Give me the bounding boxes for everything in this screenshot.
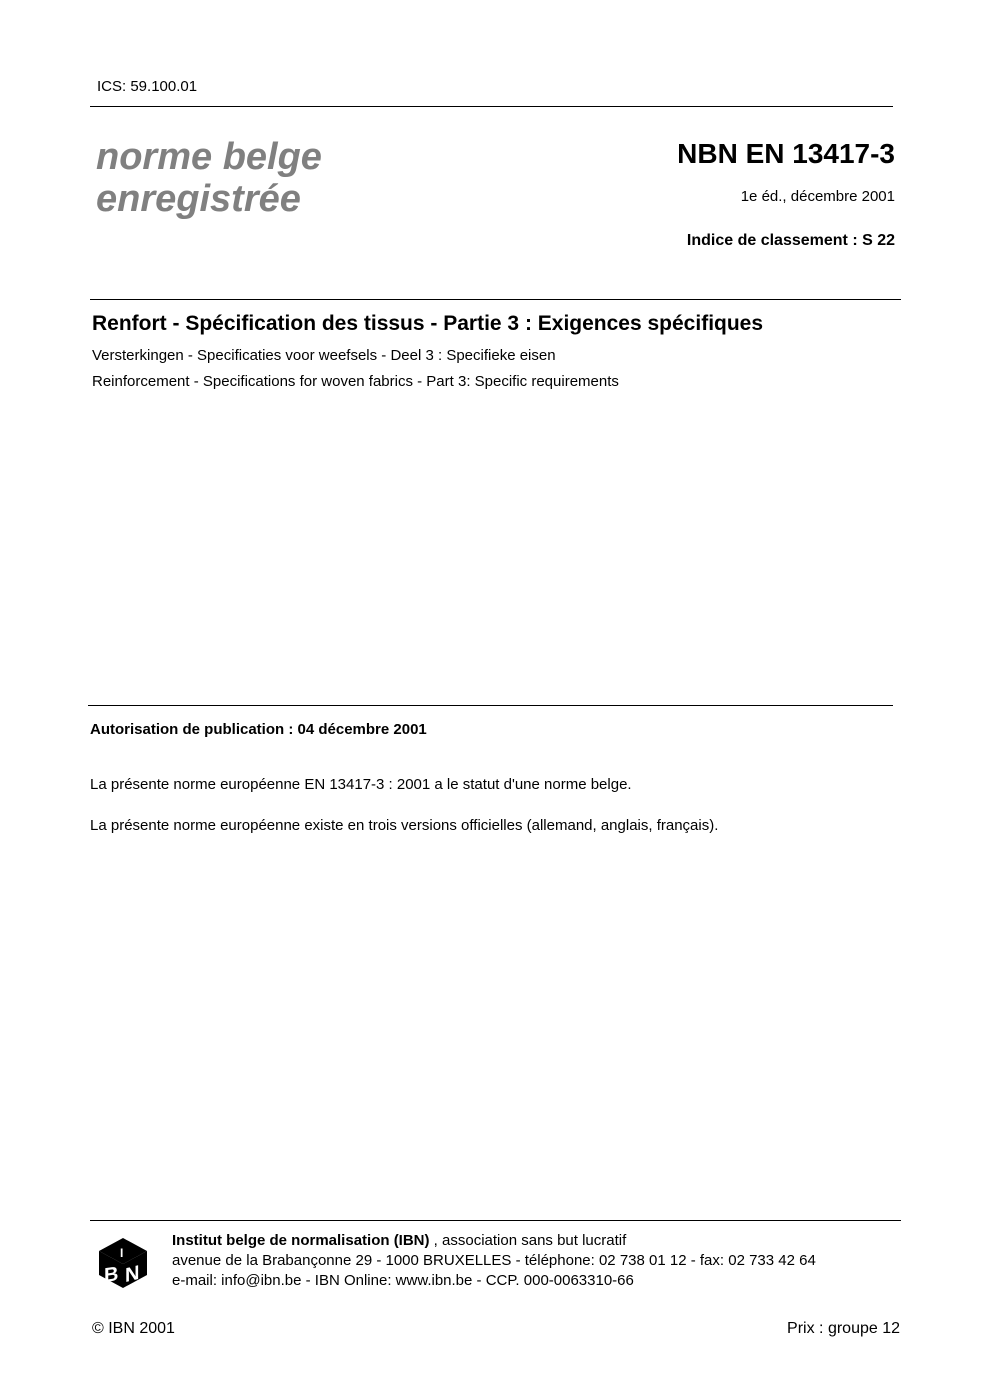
- body-divider: [88, 705, 893, 706]
- institute-line: [172, 1232, 626, 1249]
- institute-contact: e-mail: info@ibn.be - IBN Online: www.ibn.be - CCP. 000-0063310-66: [172, 1272, 634, 1289]
- edition-info: 1e éd., décembre 2001: [740, 188, 895, 205]
- title-divider: [90, 299, 901, 300]
- header-divider: [90, 106, 893, 107]
- publication-authorization: Autorisation de publication : 04 décembre 2001: [90, 721, 427, 738]
- title-dutch: Versterkingen - Specificaties voor weefsels - Deel 3 : Specifieke eisen: [92, 347, 556, 364]
- status-paragraph: La présente norme européenne EN 13417-3 : 2001 a le statut d'une norme belge.: [90, 776, 632, 793]
- versions-paragraph: La présente norme européenne existe en trois versions officielles (allemand, anglais, français).: [90, 817, 719, 834]
- svg-text:N: N: [125, 1261, 140, 1288]
- copyright: © IBN 2001: [92, 1320, 175, 1337]
- ibn-logo-icon: [98, 1237, 148, 1289]
- brand-line-2: enregistrée: [96, 178, 301, 220]
- institute-name: Institut belge de normalisation (IBN): [172, 1232, 430, 1249]
- ics-code: ICS: 59.100.01: [97, 78, 198, 95]
- title-french: Renfort - Spécification des tissus - Partie 3 : Exigences spécifiques: [92, 312, 764, 335]
- footer-divider: [90, 1220, 901, 1221]
- svg-text:I: I: [120, 1246, 124, 1260]
- classification-index: Indice de classement : S 22: [686, 232, 895, 249]
- svg-text:B: B: [104, 1263, 119, 1288]
- price-group: Prix : groupe 12: [787, 1320, 900, 1337]
- brand-title: [96, 136, 322, 220]
- title-english: Reinforcement - Specifications for woven fabrics - Part 3: Specific requirements: [92, 373, 619, 390]
- institute-address: avenue de la Brabançonne 29 - 1000 BRUXELLES - téléphone: 02 738 01 12 - fax: 02 733 42 64: [172, 1252, 816, 1269]
- brand-line-1: norme belge: [96, 136, 322, 178]
- standard-code: NBN EN 13417-3: [677, 138, 895, 169]
- institute-suffix: , association sans but lucratif: [429, 1232, 627, 1249]
